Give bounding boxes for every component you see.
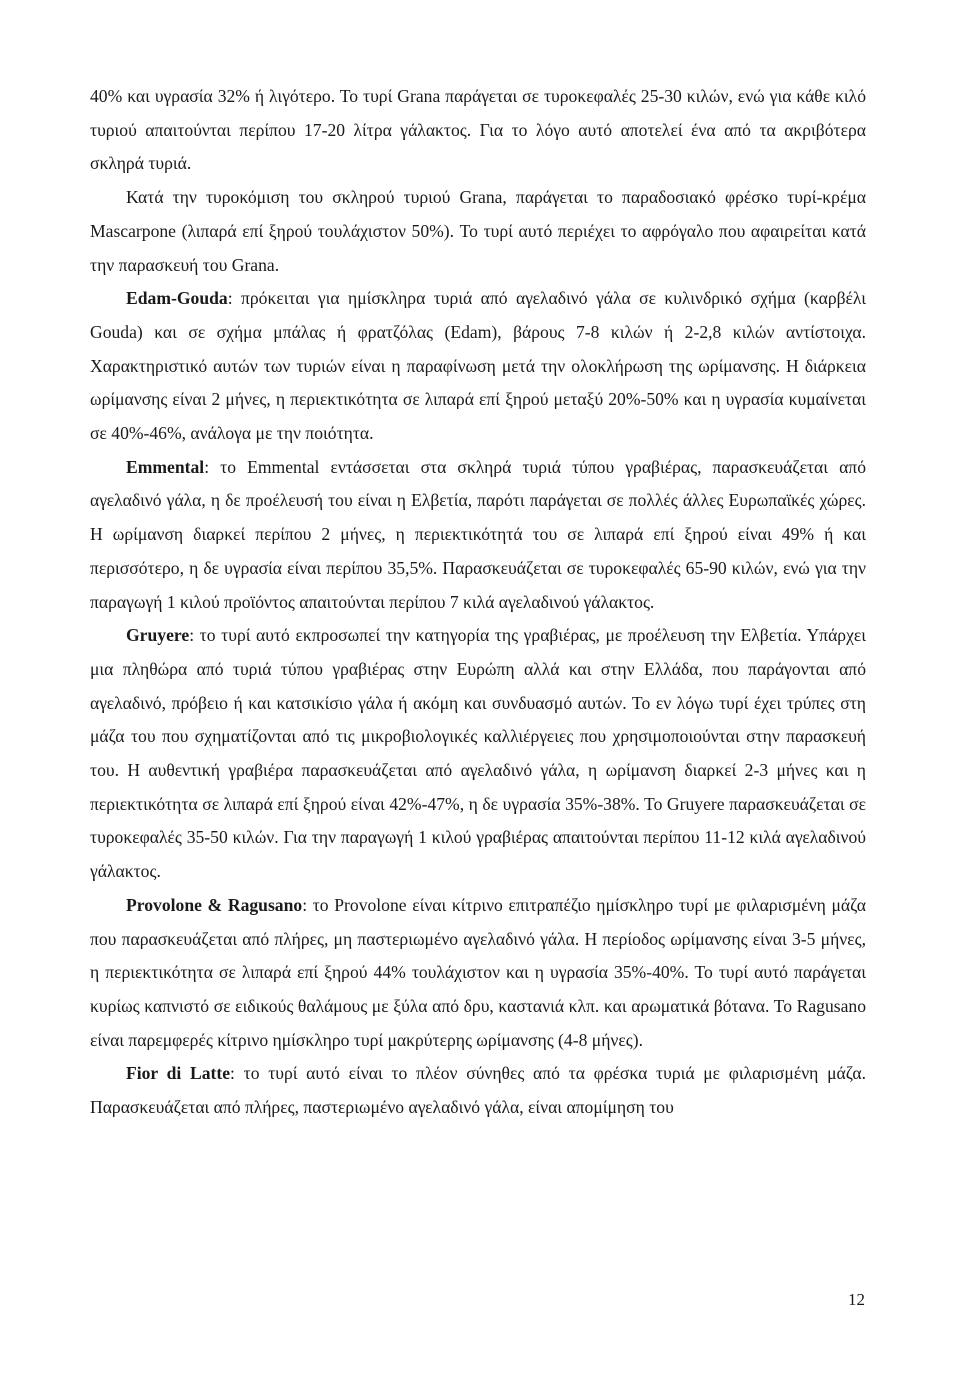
term-heading: Emmental (126, 456, 205, 477)
paragraph-emmental (90, 451, 866, 620)
paragraph-text: : το τυρί αυτό εκπροσωπεί την κατηγορία της γραβιέρας, με προέλευση την Ελβετία. Υπάρχει μια πληθώρα από τυριά τύπου γραβιέρας στην Ευρώπη αλλά και στην Ελλάδα, που παράγονται από αγελαδινό, πρόβειο ή και κατσικίσιο γάλα ή ακόμη και συνδυασμό αυτών. Το εν λόγω τυρί έχει τρύπες στη μάζα του που σχηματίζονται από τις μικροβιολογικές καλλιέργειες που χρησιμοποιούνται στην παρασκευή του. Η αυθεντική γραβιέρα παρασκευάζεται από αγελαδινό γάλα, η ωρίμανση διαρκεί 2-3 μήνες και η περιεκτικότητα σε λιπαρά επί ξηρού είναι 42%-47%, η δε υγρασία 35%-38%. Το Gruyere παρασκευάζεται σε τυροκεφαλές 35-50 κιλών. Για την παραγωγή 1 κιλού γραβιέρας απαιτούνται περίπου 11-12 κιλά αγελαδινού γάλακτος. (90, 625, 866, 882)
paragraph-fior-di-latte (90, 1057, 866, 1124)
paragraph-text: : το τυρί αυτό είναι το πλέον σύνηθες από τα φρέσκα τυριά με φιλαρισμένη μάζα. Παρασκευάζεται από πλήρες, παστεριωμένο αγελαδινό γάλα, είναι απομίμηση του (90, 1063, 866, 1118)
term-heading: Provolone & Ragusano (126, 894, 303, 915)
term-heading: Fior di Latte (126, 1063, 231, 1084)
paragraph-gruyere (90, 619, 866, 889)
page-number: 12 (848, 1290, 865, 1309)
paragraph-text: : πρόκειται για ημίσκληρα τυριά από αγελαδινό γάλα σε κυλινδρικό σχήμα (καρβέλι Gouda) και σε σχήμα μπάλας ή φρατζόλας (Edam), βάρους 7-8 κιλών ή 2-2,8 κιλών αντίστοιχα. Χαρακτηριστικό αυτών των τυριών είναι η παραφίνωση μετά την ολοκλήρωση της ωρίμανσης. Η διάρκεια ωρίμανσης είναι 2 μήνες, η περιεκτικότητα σε λιπαρά επί ξηρού μεταξύ 20%-50% και η υγρασία κυμαίνεται σε 40%-46%, ανάλογα με την ποιότητα. (90, 288, 866, 444)
paragraph-text: Κατά την τυροκόμιση του σκληρού τυριού Grana, παράγεται το παραδοσιακό φρέσκο τυρί-κρέμα Mascarpone (λιπαρά επί ξηρού τουλάχιστον 50%). Το τυρί αυτό περιέχει το αφρόγαλο που αφαιρείται κατά την παρασκευή του Grana. (90, 187, 866, 275)
paragraph-text: : το Provolone είναι κίτρινο επιτραπέζιο ημίσκληρο τυρί με φιλαρισμένη μάζα που παρασκευάζεται από πλήρες, μη παστεριωμένο αγελαδινό γάλα. Η περίοδος ωρίμανσης είναι 3-5 μήνες, η περιεκτικότητα σε λιπαρά επί ξηρού 44% τουλάχιστον και η υγρασία 35%-40%. Το τυρί αυτό παράγεται κυρίως καπνιστό σε ειδικούς θαλάμους με ξύλα από δρυ, καστανιά κλπ. και αρωματικά βότανα. Το Ragusano είναι παρεμφερές κίτρινο ημίσκληρο τυρί μακρύτερης ωρίμανσης (4-8 μήνες). (90, 894, 866, 1050)
body-text (90, 80, 866, 1125)
term-heading: Edam-Gouda (126, 288, 228, 309)
paragraph-edam-gouda (90, 282, 866, 451)
paragraph-grana-end (90, 80, 866, 181)
term-heading: Gruyere (126, 625, 190, 646)
paragraph-text: : το Emmental εντάσσεται στα σκληρά τυριά τύπου γραβιέρας, παρασκευάζεται από αγελαδινό γάλα, η δε προέλευσή του είναι η Ελβετία, παρότι παράγεται σε πολλές άλλες Ευρωπαϊκές χώρες. Η ωρίμανση διαρκεί περίπου 2 μήνες, η περιεκτικότητά του σε λιπαρά επί ξηρού είναι 49% ή και περισσότερο, η δε υγρασία είναι περίπου 35,5%. Παρασκευάζεται σε τυροκεφαλές 65-90 κιλών, ενώ για την παραγωγή 1 κιλού προϊόντος απαιτούνται περίπου 7 κιλά αγελαδινού γάλακτος. (90, 456, 866, 612)
paragraph-provolone-ragusano (90, 889, 866, 1058)
paragraph-mascarpone (90, 181, 866, 282)
paragraph-text: 40% και υγρασία 32% ή λιγότερο. Το τυρί Grana παράγεται σε τυροκεφαλές 25-30 κιλών, ενώ για κάθε κιλό τυριού απαιτούνται περίπου 17-20 λίτρα γάλακτος. Για το λόγο αυτό αποτελεί ένα από τα ακριβότερα σκληρά τυριά. (90, 86, 866, 174)
